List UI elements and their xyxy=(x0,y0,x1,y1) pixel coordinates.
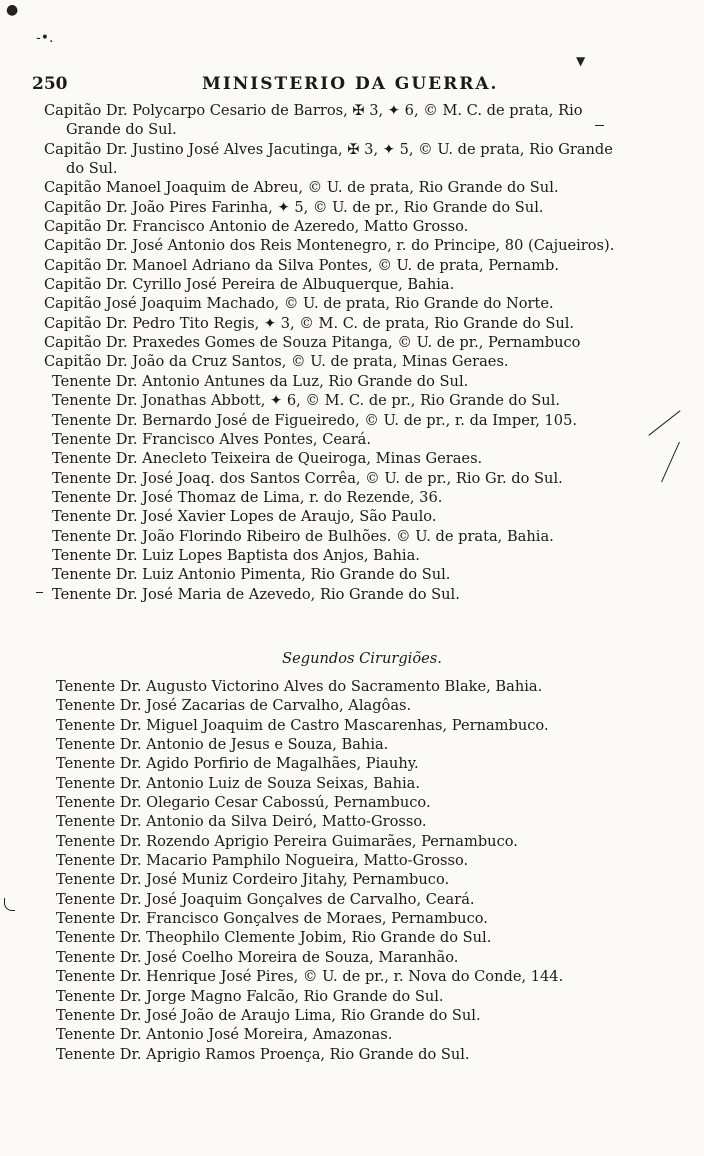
page-number: 250 xyxy=(32,74,68,94)
list-item: Tenente Dr. José Thomaz de Lima, r. do Rezende, 36. xyxy=(52,488,443,506)
list-item: Tenente Dr. Augusto Victorino Alves do Sacramento Blake, Bahia. xyxy=(56,678,543,695)
list-item: Tenente Dr. Agido Porfirio de Magalhães, Piauhy. xyxy=(56,755,419,773)
list-item: Tenente Dr. José Joaq. dos Santos Corrêa, © U. de pr., Rio Gr. do Sul. xyxy=(52,469,563,487)
list-item: Tenente Dr. Anecleto Teixeira de Queiroga, Minas Geraes. xyxy=(52,450,483,468)
running-title: MINISTERIO DA GUERRA. xyxy=(202,74,499,94)
list-item: Capitão Dr. Francisco Antonio de Azeredo, Matto Grosso. xyxy=(44,218,469,236)
list-item: Tenente Dr. José Xavier Lopes de Araujo, São Paulo. xyxy=(52,508,437,526)
list-item: Tenente Dr. João Florindo Ribeiro de Bulhões. © U. de prata, Bahia. xyxy=(52,527,554,545)
list-item: Tenente Dr. Jorge Magno Falcão, Rio Grande do Sul. xyxy=(56,987,444,1005)
list-item: Tenente Dr. Miguel Joaquim de Castro Mascarenhas, Pernambuco. xyxy=(56,716,549,734)
page-header xyxy=(30,74,630,98)
list-item: Tenente Dr. Antonio Antunes da Luz, Rio Grande do Sul. xyxy=(52,372,469,390)
list-item: Tenente Dr. José Joaquim Gonçalves de Carvalho, Ceará. xyxy=(56,890,475,908)
list-item: Capitão Dr. Cyrillo José Pereira de Albuquerque, Bahia. xyxy=(44,276,455,294)
officer-list-second-surgeons xyxy=(56,677,636,1064)
ink-arrow-mark: ▼ xyxy=(576,54,586,68)
list-item: Capitão Dr. Manoel Adriano da Silva Pontes, © U. de prata, Pernamb. xyxy=(44,256,559,274)
list-item: Tenente Dr. Theophilo Clemente Jobim, Rio Grande do Sul. xyxy=(56,929,492,947)
list-item: Capitão Dr. José Antonio dos Reis Montenegro, r. do Principe, 80 (Cajueiros). xyxy=(44,237,615,255)
list-item: Tenente Dr. Aprigio Ramos Proença, Rio Grande do Sul. xyxy=(56,1045,470,1063)
list-item: Tenente Dr. Francisco Alves Pontes, Ceará. xyxy=(52,430,372,448)
ink-dot-mark: ● xyxy=(6,2,19,18)
list-item: Tenente Dr. Macario Pamphilo Nogueira, Matto-Grosso. xyxy=(56,852,469,870)
list-item: Capitão Dr. Praxedes Gomes de Souza Pitanga, © U. de pr., Pernambuco xyxy=(44,334,581,352)
list-item: Tenente Dr. José Zacarias de Carvalho, Alagôas. xyxy=(56,697,412,715)
list-item: Tenente Dr. José Maria de Azevedo, Rio Grande do Sul. xyxy=(52,585,460,603)
list-item: Tenente Dr. José João de Araujo Lima, Rio Grande do Sul. xyxy=(56,1006,481,1024)
margin-pen-stroke-2 xyxy=(648,410,680,435)
list-item: Capitão Dr. Polycarpo Cesario de Barros, ✠ 3, ✦ 6, © M. C. de prata, Rio Grande do Sul. xyxy=(44,102,583,139)
list-item: Tenente Dr. Henrique José Pires, © U. de pr., r. Nova do Conde, 144. xyxy=(56,968,564,986)
officer-list-first-surgeons xyxy=(44,101,632,604)
list-item: Capitão Manoel Joaquim de Abreu, © U. de prata, Rio Grande do Sul. xyxy=(44,179,559,197)
margin-dash-mark xyxy=(36,592,43,593)
list-item: Tenente Dr. Antonio Luiz de Souza Seixas, Bahia. xyxy=(56,774,420,792)
list-item: Capitão Dr. João Pires Farinha, ✦ 5, © U. de pr., Rio Grande do Sul. xyxy=(44,198,544,216)
list-item: Tenente Dr. Luiz Lopes Baptista dos Anjos, Bahia. xyxy=(52,546,420,564)
list-item: Capitão Dr. Pedro Tito Regis, ✦ 3, © M. C. de prata, Rio Grande do Sul. xyxy=(44,314,575,332)
list-item: Tenente Dr. Antonio José Moreira, Amazonas. xyxy=(56,1026,393,1044)
list-item: Tenente Dr. Francisco Gonçalves de Moraes, Pernambuco. xyxy=(56,910,488,928)
list-item: Tenente Dr. Olegario Cesar Cabossú, Pernambuco. xyxy=(56,794,431,812)
list-item: Tenente Dr. Antonio da Silva Deiró, Matto-Grosso. xyxy=(56,813,427,831)
list-item: Tenente Dr. Antonio de Jesus e Souza, Bahia. xyxy=(56,736,389,754)
ink-dash-mark: -•. xyxy=(36,30,54,46)
section-heading: Segundos Cirurgiões. xyxy=(282,650,442,667)
list-item: Tenente Dr. Rozendo Aprigio Pereira Guimarães, Pernambuco. xyxy=(56,832,518,850)
list-item: Tenente Dr. José Muniz Cordeiro Jitahy, Pernambuco. xyxy=(56,871,450,889)
list-item: Tenente Dr. Jonathas Abbott, ✦ 6, © M. C. de pr., Rio Grande do Sul. xyxy=(52,392,560,410)
margin-pen-stroke xyxy=(661,442,680,483)
list-item: Capitão Dr. Justino José Alves Jacutinga, ✠ 3, ✦ 5, © U. de prata, Rio Grande do Sul. xyxy=(44,140,613,178)
margin-curve-mark xyxy=(4,898,15,911)
list-item: Tenente Dr. Luiz Antonio Pimenta, Rio Grande do Sul. xyxy=(52,566,451,584)
list-item: Tenente Dr. Bernardo José de Figueiredo, © U. de pr., r. da Imper, 105. xyxy=(52,411,577,429)
list-item: Capitão Dr. João da Cruz Santos, © U. de prata, Minas Geraes. xyxy=(44,353,509,371)
list-item: Capitão José Joaquim Machado, © U. de prata, Rio Grande do Norte. xyxy=(44,295,554,313)
list-item: Tenente Dr. José Coelho Moreira de Souza, Maranhão. xyxy=(56,948,459,966)
